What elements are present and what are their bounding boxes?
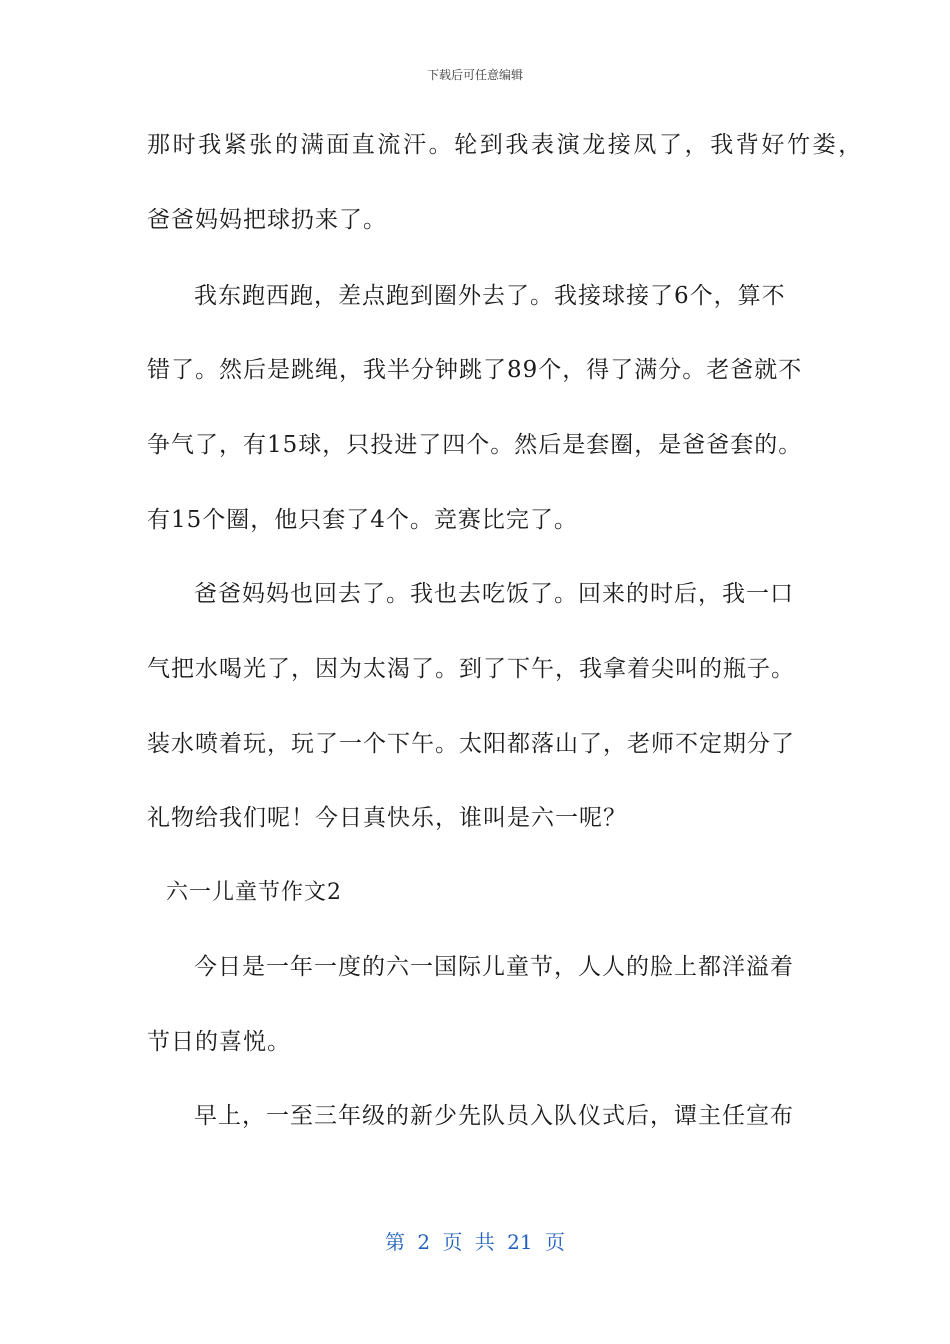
paragraph-line: 我东跑西跑，差点跑到圈外去了。我接球接了6个，算不	[194, 283, 786, 309]
page-header: 下载后可任意编辑	[426, 68, 523, 82]
section-heading: 六一儿童节作文2	[166, 880, 342, 905]
paragraph-line: 今日是一年一度的六一国际儿童节，人人的脸上都洋溢着	[194, 954, 794, 980]
paragraph-line: 礼物给我们呢！今日真快乐，谁叫是六一呢？	[147, 805, 627, 831]
paragraph-line: 爸爸妈妈把球扔来了。	[147, 207, 387, 233]
paragraph-line: 那时我紧张的满面直流汗。轮到我表演龙接凤了，我背好竹娄，	[147, 132, 864, 158]
paragraph-line: 有15个圈，他只套了4个。竞赛比完了。	[147, 507, 578, 533]
paragraph-line: 早上，一至三年级的新少先队员入队仪式后，谭主任宣布	[194, 1103, 794, 1129]
paragraph-line: 错了。然后是跳绳，我半分钟跳了89个，得了满分。老爸就不	[147, 357, 803, 383]
paragraph-line: 装水喷着玩，玩了一个下午。太阳都落山了，老师不定期分了	[147, 731, 795, 757]
paragraph-line: 爸爸妈妈也回去了。我也去吃饭了。回来的时后，我一口	[194, 581, 794, 607]
paragraph-line: 节日的喜悦。	[147, 1029, 291, 1055]
paragraph-line: 气把水喝光了，因为太渴了。到了下午，我拿着尖叫的瓶子。	[147, 656, 795, 682]
page-number: 第 2 页 共 21 页	[385, 1230, 565, 1254]
paragraph-line: 争气了，有15球，只投进了四个。然后是套圈，是爸爸套的。	[147, 432, 803, 458]
